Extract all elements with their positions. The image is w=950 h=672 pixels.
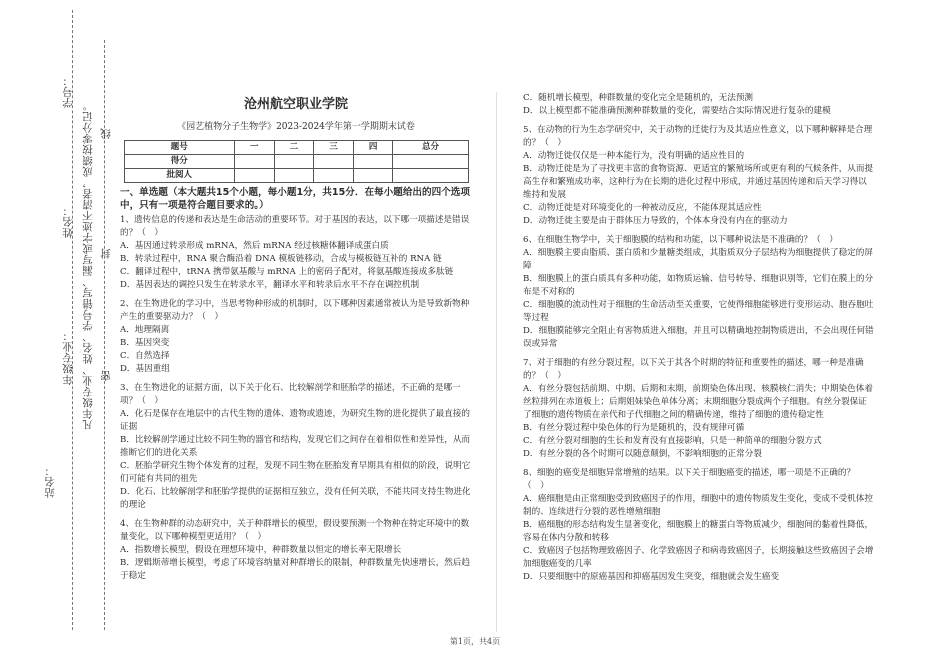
binding-notice: 凡年级专业、姓名、学号错写、漏写或字迹不清者，成绩按零分记。 [82, 100, 94, 430]
question-option: C．胚胎学研究生物个体发育的过程，发现不同生物在胚胎发育早期具有相似的阶段，说明它们可能有共同的祖先 [120, 461, 471, 484]
question-option: C．致癌因子包括物理致癌因子、化学致癌因子和病毒致癌因子，长期接触这些致癌因子会增加细胞癌变的几率 [523, 546, 874, 569]
page-footer: 第1页，共4页 [449, 637, 501, 646]
question [120, 214, 472, 292]
question-stem: 1、遗传信息的传递和表达是生命活动的重要环节。对于基因的表达，以下哪一项描述是错误的？（ ） [120, 215, 470, 238]
question-option: D．基因表达的调控只发生在转录水平，翻译水平和转录后水平不存在调控机制 [120, 280, 420, 290]
column-divider [496, 92, 497, 632]
score-table-header-cell: 题号 [124, 141, 234, 155]
school-name: 沧州航空职业学院 [243, 97, 348, 112]
question [523, 467, 875, 584]
question-option: C．动物迁徙是对环境变化的一种被动反应，不能体现其适应性 [523, 203, 762, 213]
score-table-header-cell: 四 [353, 141, 393, 155]
grader-cell [274, 169, 314, 183]
question-option: C．翻译过程中，tRNA 携带氨基酸与 mRNA 上的密码子配对，将氨基酸连接成多肽链 [120, 267, 454, 277]
question-option: B．细胞膜上的蛋白质具有多种功能，如物质运输、信号转导、细胞识别等，它们在膜上的分布是不对称的 [523, 274, 874, 297]
question-stem: 4、在生物种群的动态研究中，关于种群增长的模型，假设要预测一个物种在特定环境中的数量变化，以下哪种模型更适用？（ ） [120, 519, 470, 542]
question-option: B．比较解剖学通过比较不同生物的器官和结构，发现它们之间存在着相似性和差异性，从而推断它们的进化关系 [120, 435, 471, 458]
cut-mark-secret: 密 [100, 370, 112, 381]
cut-mark-seal: 封 [100, 248, 112, 259]
question-stem: 7、对于细胞的有丝分裂过程，以下关于其各个时期的特征和重要性的描述，哪一种是准确的？（ ） [523, 358, 864, 381]
question-option: B．动物迁徙是为了寻找更丰富的食物资源、更适宜的繁殖场所或更有利的气候条件，从而提高生存和繁殖成功率，这种行为在长期的进化过程中形成，并通过基因传递和后天学习得以维持和发展 [523, 164, 874, 200]
question-option: D．只要细胞中的原癌基因和抑癌基因发生突变，细胞就会发生癌变 [523, 572, 780, 582]
name-label: 姓名： [62, 205, 74, 238]
score-table-header-cell: 三 [314, 141, 354, 155]
grader-cell [393, 169, 468, 183]
question-stem: 2、在生物进化的学习中，当思考物种形成的机制时，以下哪种因素通常被认为是导致新物种产生的重要驱动力？（ ） [120, 299, 470, 322]
left-column [120, 92, 472, 589]
question-option: C．随机增长模型，种群数量的变化完全是随机的，无法预测 [523, 93, 754, 103]
score-cell [274, 155, 314, 169]
grader-cell [314, 169, 354, 183]
question [523, 124, 875, 228]
question-stem: 3、在生物进化的证据方面，以下关于化石、比较解剖学和胚胎学的描述，不正确的是哪一项？（ ） [120, 383, 461, 406]
student-id-label: 学号： [62, 75, 74, 108]
question-option: D．基因重组 [120, 364, 170, 374]
question [120, 382, 472, 512]
question-option: D．有丝分裂的各个时期可以随意颠倒，不影响细胞的正常分裂 [523, 449, 762, 459]
question-option: B．癌细胞的形态结构发生显著变化，细胞膜上的糖蛋白等物质减少，细胞间的黏着性降低，容易在体内分散和转移 [523, 520, 874, 543]
score-table-score-row [124, 155, 468, 169]
question [523, 234, 875, 351]
score-cell [393, 155, 468, 169]
question-option: D．动物迁徙主要是由于群体压力导致的，个体本身没有内在的驱动力 [523, 216, 788, 226]
question-option: D．化石、比较解剖学和胚胎学提供的证据相互独立，没有任何关联，不能共同支持生物进化的理论 [120, 487, 471, 510]
score-table-header-row [124, 141, 468, 155]
question-option: D．细胞膜能够完全阻止有害物质进入细胞，并且可以精确地控制物质进出，不会出现任何错误或异常 [523, 326, 874, 349]
score-table-header-cell: 一 [234, 141, 274, 155]
question-option: A．基因通过转录形成 mRNA，然后 mRNA 经过核糖体翻译成蛋白质 [120, 241, 389, 251]
score-table-header-cell: 二 [274, 141, 314, 155]
grade-major-label: 年级专业： [62, 330, 74, 385]
score-row-label: 得分 [124, 155, 234, 169]
question-option: A．动物迁徙仅仅是一种本能行为，没有明确的适应性目的 [523, 151, 745, 161]
question [523, 357, 875, 461]
question-option: B．逻辑斯蒂增长模型，考虑了环境容纳量对种群增长的限制，种群数量先快速增长，然后趋于稳定 [120, 558, 471, 581]
question [120, 298, 472, 376]
grader-row-label: 批阅人 [124, 169, 234, 183]
section-title: 一、单选题（本大题共15个小题，每小题1分，共15分．在每小题给出的四个选项中，只有一项是符合题目要求的。） [120, 187, 470, 211]
grader-cell [234, 169, 274, 183]
score-cell [353, 155, 393, 169]
question-stem: 5、在动物的行为生态学研究中，关于动物的迁徙行为及其适应性意义，以下哪种解释是合理的？（ ） [523, 125, 873, 148]
school-site-label: 站名： [44, 465, 56, 498]
binding-margin [0, 0, 112, 672]
question-option: C．细胞膜的流动性对于细胞的生命活动至关重要，它使得细胞能够进行变形运动、胞吞胞吐等过程 [523, 300, 874, 323]
grader-cell [353, 169, 393, 183]
question-option: B．转录过程中，RNA 聚合酶沿着 DNA 模板链移动，合成与模板链互补的 RNA 链 [120, 254, 442, 264]
question-option: B．基因突变 [120, 338, 170, 348]
right-column [523, 92, 875, 590]
score-table-grader-row [124, 169, 468, 183]
question-stem: 6、在细胞生物学中，关于细胞膜的结构和功能，以下哪种说法是不准确的？（ ） [523, 235, 838, 245]
cut-mark-line: 线 [100, 128, 112, 139]
question-option: D．以上模型都不能准确预测种群数量的变化，需要结合实际情况进行复杂的建模 [523, 106, 831, 116]
question-option: A．细胞膜主要由脂质、蛋白质和少量糖类组成，其脂质双分子层结构为细胞提供了稳定的屏障 [523, 248, 873, 271]
score-table-header-cell: 总分 [393, 141, 468, 155]
question-option: A．有丝分裂包括前期、中期、后期和末期，前期染色体出现、核膜核仁消失；中期染色体着丝粒排列在赤道板上；后期姐妹染色单体分离；末期细胞分裂成两个子细胞。有丝分裂保证了细胞的遗传物质在亲代和子代细胞之间的精确传递，维持了细胞的遗传稳定性 [523, 384, 873, 420]
question [120, 518, 472, 583]
score-table [124, 140, 469, 183]
question-option: A．指数增长模型，假设在理想环境中，种群数量以恒定的增长率无限增长 [120, 545, 402, 555]
question-option: A．地理隔离 [120, 325, 170, 335]
question-continued [523, 92, 875, 118]
score-cell [314, 155, 354, 169]
question-option: A．化石是保存在地层中的古代生物的遗体、遗物或遗迹，为研究生物的进化提供了最直接的证据 [120, 409, 470, 432]
question-option: B．有丝分裂过程中染色体的行为是随机的，没有规律可循 [523, 423, 745, 433]
question-option: C．有丝分裂对细胞的生长和发育没有直接影响，只是一种简单的细胞分裂方式 [523, 436, 822, 446]
question-stem: 8、细胞的癌变是细胞异常增殖的结果。以下关于细胞癌变的描述，哪一项是不正确的？（ ） [523, 468, 856, 491]
question-option: C．自然选择 [120, 351, 170, 361]
exam-title: 《园艺植物分子生物学》2023-2024学年第一学期期末试卷 [177, 122, 415, 132]
score-cell [234, 155, 274, 169]
question-option: A．癌细胞是由正常细胞受到致癌因子的作用，细胞中的遗传物质发生变化，变成不受机体控制的、连续进行分裂的恶性增殖细胞 [523, 494, 873, 517]
